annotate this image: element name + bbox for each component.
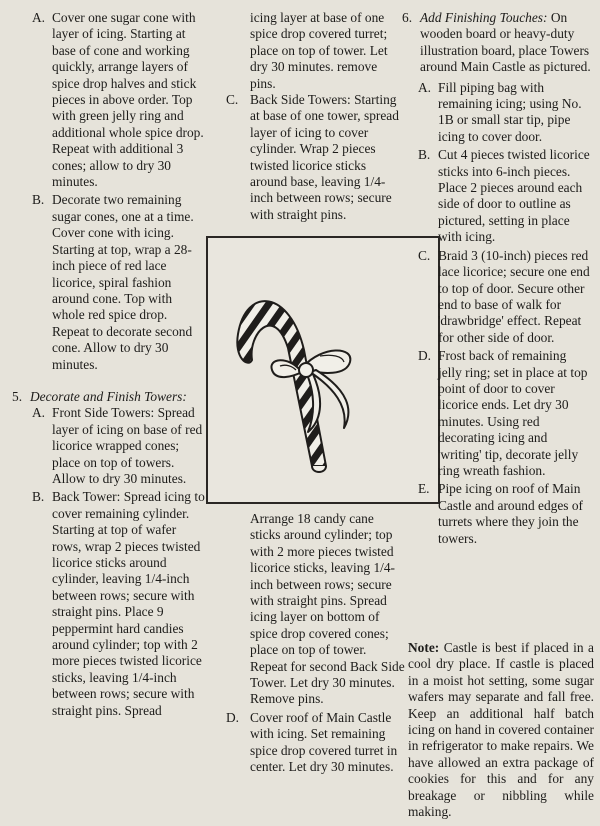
step-text: Decorate two remaining sugar cones, one at a time. Cover cone with icing. Starting at top, wrap a 28-inch piece of red lace licorice, spiral fashion around cone. Top with whole red spice drop. Repeat to decorate second cone. Allow to dry 30 minutes. xyxy=(52,192,194,372)
column-3 xyxy=(402,10,592,547)
step-text: Back Side Towers: Starting at base of one tower, spread layer of icing to cover cylinder. Wrap 2 pieces twisted licorice sticks around base, leaving 1/4-inch between rows; secure with straight pins. xyxy=(250,92,399,222)
step-label: A. xyxy=(418,79,432,95)
step-title: Decorate and Finish Towers: xyxy=(30,388,187,404)
step-6a xyxy=(402,80,592,146)
step-text: Cover roof of Main Castle with icing. Set remaining spice drop covered turret in center. Let dry 30 minutes. xyxy=(250,709,398,775)
step-5b xyxy=(6,489,206,719)
continued-text: icing layer at base of one spice drop covered turret; place on top of tower. Let dry 30 minutes. remove pins. xyxy=(250,10,388,91)
step-6b xyxy=(402,147,592,245)
note-text: Castle is best if placed in a cool dry place. If castle is placed in a moist hot setting, some sugar wafers may separate and fall free. Keep an additional half batch icing on hand in covered container in refrigerator to make repairs. We have allowed an extra package of cookies for this and for any breakage or nibbling while making. xyxy=(408,640,594,820)
step-label: A. xyxy=(32,10,46,25)
step-5c xyxy=(226,92,406,223)
step-6 xyxy=(402,10,592,76)
step-text: Fill piping bag with remaining icing; using No. 1B or small star tip, pipe icing to cover door. xyxy=(438,79,582,144)
step-label: A. xyxy=(32,405,46,421)
step-5-heading xyxy=(6,389,206,405)
step-label: B. xyxy=(32,192,45,208)
step-6d xyxy=(402,348,592,479)
step-title: Add Finishing Touches: xyxy=(420,10,548,25)
step-text: Pipe icing on roof of Main Castle and around edges of turrets where they join the towers. xyxy=(438,481,584,546)
step-label: B. xyxy=(418,147,431,163)
note-box xyxy=(408,640,594,820)
step-6c xyxy=(402,248,592,346)
step-6-body xyxy=(420,10,592,76)
step-text: Back Tower: Spread icing to cover remaining cylinder. Starting at top of wafer rows, wrap 2 pieces twisted licorice sticks around cylinder, leaving 1/4-inch between rows; secure with straight pins. Place 9 peppermint hard candies around cylinder; top with 2 more pieces twisted licorice sticks, leaving 1/4-inch between rows; secure with straight pins. Spread xyxy=(52,489,205,718)
step-label: D. xyxy=(226,709,240,725)
step-label: B. xyxy=(32,489,45,505)
column-2 xyxy=(226,10,406,223)
step-text: Braid 3 (10-inch) pieces red lace licorice; secure one end to top of door. Secure other end to base of walk for 'drawbridge' effect. Repeat for other side of door. xyxy=(438,247,590,345)
step-5d xyxy=(226,710,406,776)
step-number: 5. xyxy=(12,388,23,404)
step-label: E. xyxy=(418,481,430,497)
step-text: Cut 4 pieces twisted licorice sticks into 6-inch pieces. Place 2 pieces around each side of door to outline as pictured, setting in place with icing. xyxy=(438,147,590,245)
note-paragraph xyxy=(408,640,594,820)
step-4a xyxy=(6,10,206,190)
step-text: Frost back of remaining jelly ring; set in place at top point of door to cover licorice ends. Let dry 30 minutes. Using red decorating icing and 'writing' tip, decorate jelly ring wreath fashion. xyxy=(438,348,588,478)
step-text: Cover one sugar cone with layer of icing. Starting at base of cone and working quickly, arrange layers of spice drop halves and stick pieces in above order. Top with green jelly ring and additional whole spice drop. Repeat with additional 3 cones; allow to dry 30 minutes. xyxy=(52,10,204,190)
column-2-lower xyxy=(226,511,406,776)
step-4b xyxy=(6,192,206,372)
step-label: C. xyxy=(226,92,239,108)
step-label: D. xyxy=(418,348,432,364)
step-5a xyxy=(6,405,206,487)
continued-text-2: Arrange 18 candy cane sticks around cylinder; top with 2 more pieces twisted licorice sticks, leaving 1/4-inch between rows; secure with straight pins. Spread icing layer on bottom of spice drop covered cones; place on top of tower. Repeat for second Back Side Tower. Let dry 30 minutes. Remove pins. xyxy=(250,511,405,707)
note-label: Note: xyxy=(408,640,440,655)
step-label: C. xyxy=(418,247,431,263)
step-text: Front Side Towers: Spread layer of icing on base of red licorice wrapped cones; place on top of towers. Allow to dry 30 minutes. xyxy=(52,405,203,486)
step-text: On wooden board or heavy-duty illustration board, place Towers around Main Castle as pictured. xyxy=(420,10,591,75)
column-1 xyxy=(6,10,206,719)
step-number: 6. xyxy=(402,10,413,25)
step-6e xyxy=(402,481,592,547)
